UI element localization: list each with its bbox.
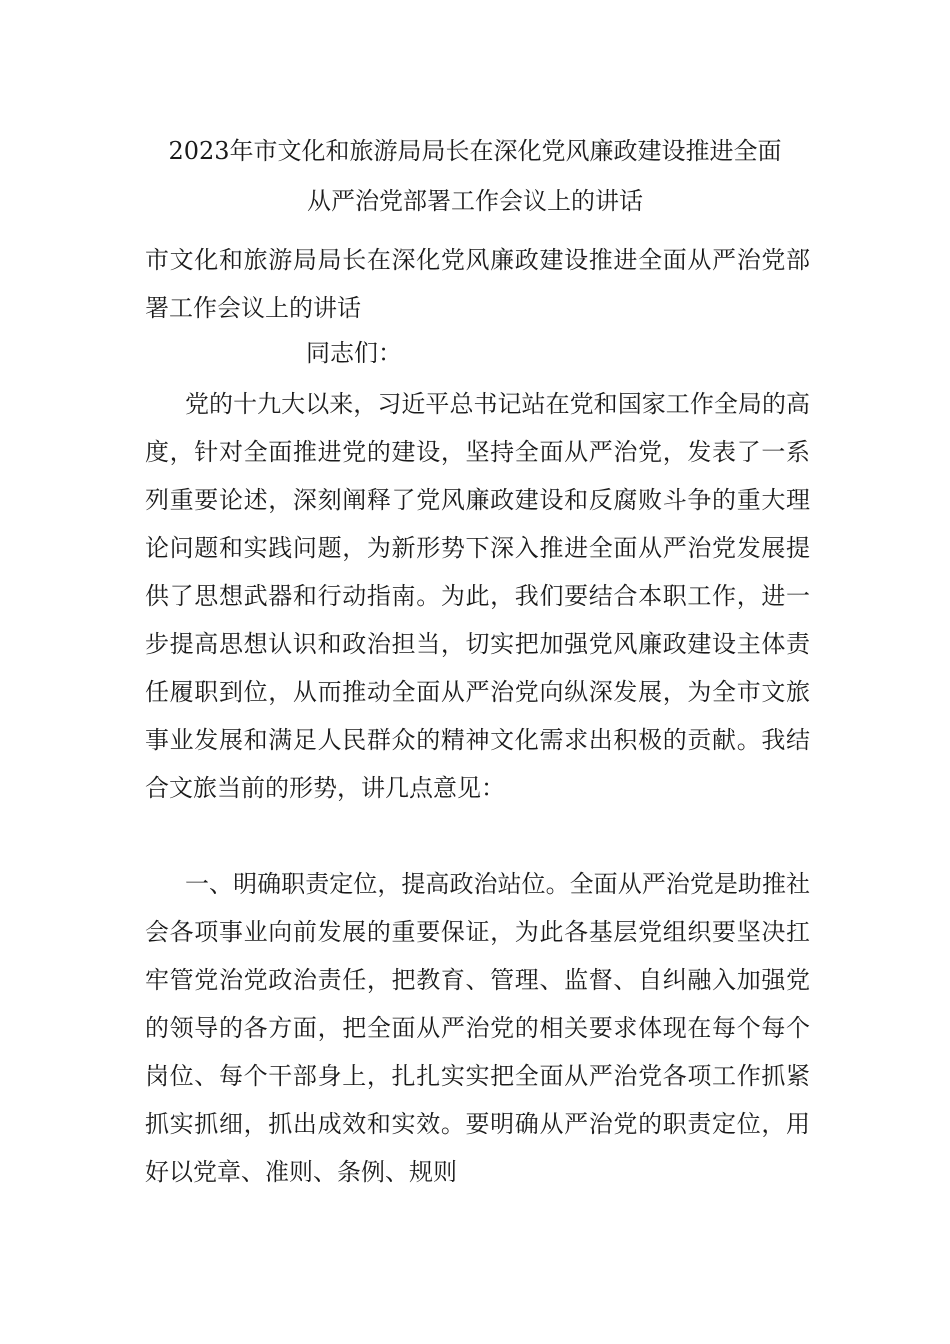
paragraph-intro: 党的十九大以来，习近平总书记站在党和国家工作全局的高度，针对全面推进党的建设，坚持全面从严治党，发表了一系列重要论述，深刻阐释了党风廉政建设和反腐败斗争的重大理论问题和实践问题，为新形势下深入推进全面从严治党发展提供了思想武器和行动指南。为此，我们要结合本职工作，进一步提高思想认识和政治担当，切实把加强党风廉政建设主体责任履职到位，从而推动全面从严治党向纵深发展，为全市文旅事业发展和满足人民群众的精神文化需求出积极的贡献。我结合文旅当前的形势，讲几点意见： <box>145 390 810 802</box>
paragraph-section-1: 一、明确职责定位，提高政治站位。全面从严治党是助推社会各项事业向前发展的重要保证，为此各基层党组织要坚决扛牢管党治党政治责任，把教育、管理、监督、自纠融入加强党的领导的各方面，把全面从严治党的相关要求体现在每个每个岗位、每个干部身上，扎扎实实把全面从严治党各项工作抓紧抓实抓细，抓出成效和实效。要明确从严治党的职责定位，用好以党章、准则、条例、规则 <box>145 870 810 1186</box>
salutation: 同志们： <box>306 339 402 367</box>
document-title-line-2: 从严治党部署工作会议上的讲话 <box>307 187 643 215</box>
document-title-line-1: 2023年市文化和旅游局局长在深化党风廉政建设推进全面 <box>168 137 782 165</box>
document-subtitle: 市文化和旅游局局长在深化党风廉政建设推进全面从严治党部署工作会议上的讲话 <box>145 246 810 322</box>
